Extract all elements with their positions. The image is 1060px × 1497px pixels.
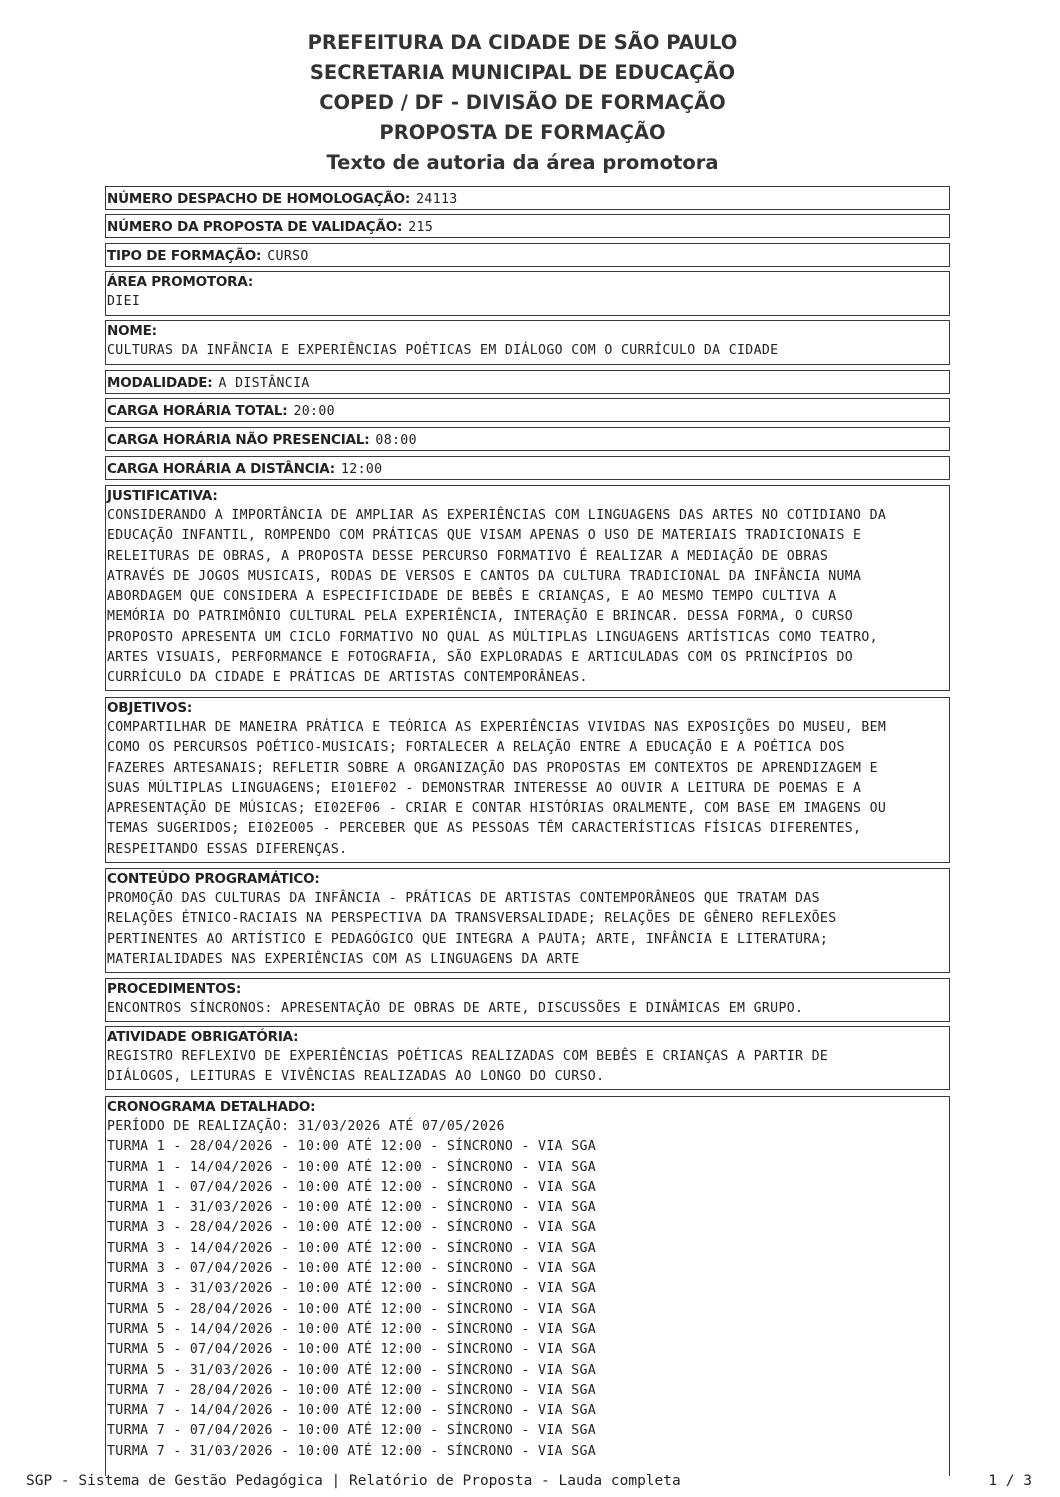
field-proposta-validacao (105, 214, 950, 238)
field-label: JUSTIFICATIVA: (107, 488, 218, 504)
text-line: RELEITURAS DE OBRAS, A PROPOSTA DESSE PERCURSO FORMATIVO É REALIZAR A MEDIAÇÃO DE OBRAS (107, 548, 829, 564)
field-label: TIPO DE FORMAÇÃO: (107, 248, 262, 264)
field-cronograma (105, 1096, 950, 1476)
text-line: FAZERES ARTESANAIS; REFLETIR SOBRE A ORGANIZAÇÃO DAS PROPOSTAS EM CONTEXTOS DE APRENDIZAGEM E (107, 760, 878, 776)
field-value: 08:00 (375, 433, 417, 448)
page-number: 1 / 3 (988, 1473, 1032, 1489)
field-carga-nao-presencial (105, 427, 950, 451)
field-objetivos (105, 697, 950, 863)
field-label: PROCEDIMENTOS: (107, 981, 242, 997)
cronograma-entry: TURMA 7 - 14/04/2026 - 10:00 ATÉ 12:00 - SÍNCRONO - VIA SGA (107, 1403, 597, 1419)
text-line: DIÁLOGOS, LEITURAS E VIVÊNCIAS REALIZADAS AO LONGO DO CURSO. (107, 1069, 605, 1085)
field-label: ÁREA PROMOTORA: (107, 274, 254, 290)
cronograma-entry: TURMA 3 - 14/04/2026 - 10:00 ATÉ 12:00 - SÍNCRONO - VIA SGA (107, 1240, 597, 1256)
field-label: CARGA HORÁRIA TOTAL: (107, 403, 288, 419)
cronograma-entry: TURMA 5 - 28/04/2026 - 10:00 ATÉ 12:00 - SÍNCRONO - VIA SGA (107, 1301, 597, 1317)
field-label: OBJETIVOS: (107, 700, 193, 716)
text-line: PERTINENTES AO ARTÍSTICO E PEDAGÓGICO QUE INTEGRA A PAUTA; ARTE, INFÂNCIA E LITERATURA; (107, 931, 829, 947)
field-value: 12:00 (341, 462, 383, 477)
header-prefeitura: PREFEITURA DA CIDADE DE SÃO PAULO (307, 31, 738, 54)
field-label: CARGA HORÁRIA NÃO PRESENCIAL: (107, 432, 370, 448)
text-line: ATRAVÉS DE JOGOS MUSICAIS, RODAS DE VERSOS E CANTOS DA CULTURA TRADICIONAL DA INFÂNCIA NUMA (107, 568, 862, 584)
text-line: ARTES VISUAIS, PERFORMANCE E FOTOGRAFIA, SÃO EXPLORADAS E ARTICULADAS COM OS PRINCÍPIOS DO (107, 650, 854, 666)
field-value: CULTURAS DA INFÂNCIA E EXPERIÊNCIAS POÉTICAS EM DIÁLOGO COM O CURRÍCULO DA CIDADE (107, 343, 779, 358)
text-line: PROPOSTO APRESENTA UM CICLO FORMATIVO NO QUAL AS MÚLTIPLAS LINGUAGENS ARTÍSTICAS COMO TEATRO, (107, 629, 878, 645)
text-line: REGISTRO REFLEXIVO DE EXPERIÊNCIAS POÉTICAS REALIZADAS COM BEBÊS E CRIANÇAS A PARTIR DE (107, 1049, 829, 1064)
field-justificativa (105, 485, 950, 691)
text-line: TEMAS SUGERIDOS; EI02EO05 - PERCEBER QUE AS PESSOAS TÊM CARACTERÍSTICAS FÍSICAS DIFERENTES, (107, 821, 862, 837)
field-label: ATIVIDADE OBRIGATÓRIA: (107, 1029, 299, 1045)
text-line: PROMOÇÃO DAS CULTURAS DA INFÂNCIA - PRÁTICAS DE ARTISTAS CONTEMPORÂNEOS QUE TRATAM DAS (107, 891, 820, 906)
text-line: RESPEITANDO ESSAS DIFERENÇAS. (107, 841, 348, 857)
cronograma-periodo: PERÍODO DE REALIZAÇÃO: 31/03/2026 ATÉ 07/05/2026 (107, 1119, 505, 1134)
cronograma-entry: TURMA 1 - 14/04/2026 - 10:00 ATÉ 12:00 - SÍNCRONO - VIA SGA (107, 1159, 597, 1175)
field-label: CRONOGRAMA DETALHADO: (107, 1099, 316, 1115)
field-area-promotora (105, 271, 950, 316)
field-label: MODALIDADE: (107, 375, 213, 391)
field-conteudo-programatico (105, 868, 950, 973)
document-header (0, 28, 1045, 178)
field-value: 215 (408, 220, 434, 235)
field-label: NÚMERO DESPACHO DE HOMOLOGAÇÃO: (107, 191, 411, 207)
text-line: MATERIALIDADES NAS EXPERIÊNCIAS COM AS LINGUAGENS DA ARTE (107, 951, 580, 967)
header-secretaria: SECRETARIA MUNICIPAL DE EDUCAÇÃO (309, 61, 736, 84)
cronograma-entry: TURMA 7 - 31/03/2026 - 10:00 ATÉ 12:00 - SÍNCRONO - VIA SGA (107, 1443, 597, 1459)
field-label: CONTEÚDO PROGRAMÁTICO: (107, 871, 320, 887)
header-autoria: Texto de autoria da área promotora (326, 151, 719, 174)
cronograma-entry: TURMA 7 - 07/04/2026 - 10:00 ATÉ 12:00 - SÍNCRONO - VIA SGA (107, 1423, 597, 1439)
field-nome (105, 320, 950, 365)
text-line: COMO OS PERCURSOS POÉTICO-MUSICAIS; FORTALECER A RELAÇÃO ENTRE A EDUCAÇÃO E A POÉTICA DOS (107, 740, 845, 756)
text-line: APRESENTAÇÃO DE MÚSICAS; EI02EF06 - CRIAR E CONTAR HISTÓRIAS ORALMENTE, COM BASE EM IMAGENS OU (107, 801, 887, 817)
header-divisao: COPED / DF - DIVISÃO DE FORMAÇÃO (319, 91, 726, 114)
field-carga-distancia (105, 456, 950, 480)
field-atividade-obrigatoria (105, 1026, 950, 1090)
cronograma-entry: TURMA 3 - 28/04/2026 - 10:00 ATÉ 12:00 - SÍNCRONO - VIA SGA (107, 1220, 597, 1236)
field-value: CURSO (267, 249, 309, 264)
field-label: NOME: (107, 323, 157, 339)
field-despacho (105, 186, 950, 210)
cronograma-entry: TURMA 7 - 28/04/2026 - 10:00 ATÉ 12:00 - SÍNCRONO - VIA SGA (107, 1382, 597, 1398)
text-line: SUAS MÚLTIPLAS LINGUAGENS; EI01EF02 - DEMONSTRAR INTERESSE AO OUVIR A LEITURA DE POEMAS E A (107, 780, 862, 796)
field-tipo-formacao (105, 243, 950, 267)
cronograma-entry: TURMA 3 - 31/03/2026 - 10:00 ATÉ 12:00 - SÍNCRONO - VIA SGA (107, 1281, 597, 1297)
cronograma-entry: TURMA 1 - 31/03/2026 - 10:00 ATÉ 12:00 - SÍNCRONO - VIA SGA (107, 1200, 597, 1216)
text-line: CURRÍCULO DA CIDADE E PRÁTICAS DE ARTISTAS CONTEMPORÂNEAS. (107, 670, 588, 686)
field-value: DIEI (107, 294, 141, 309)
text-line: COMPARTILHAR DE MANEIRA PRÁTICA E TEÓRICA AS EXPERIÊNCIAS VIVIDAS NAS EXPOSIÇÕES DO MUSEU, BEM (107, 720, 887, 735)
field-carga-total (105, 398, 950, 422)
field-value: 24113 (416, 192, 458, 207)
page-footer (0, 1473, 1060, 1497)
text-line: MEMÓRIA DO PATRIMÔNIO CULTURAL PELA EXPERIÊNCIA, INTERAÇÃO E BRINCAR. DESSA FORMA, O CURSO (107, 609, 854, 625)
cronograma-entry: TURMA 1 - 07/04/2026 - 10:00 ATÉ 12:00 - SÍNCRONO - VIA SGA (107, 1179, 597, 1195)
field-value: 20:00 (293, 404, 335, 419)
cronograma-entry: TURMA 5 - 31/03/2026 - 10:00 ATÉ 12:00 - SÍNCRONO - VIA SGA (107, 1362, 597, 1378)
cronograma-entry: TURMA 5 - 14/04/2026 - 10:00 ATÉ 12:00 - SÍNCRONO - VIA SGA (107, 1321, 597, 1337)
footer-system-title: SGP - Sistema de Gestão Pedagógica | Relatório de Proposta - Lauda completa (26, 1473, 681, 1489)
text-line: ABORDAGEM QUE CONSIDERA A ESPECIFICIDADE DE BEBÊS E CRIANÇAS, E AO MESMO TEMPO CULTIVA A (107, 589, 837, 605)
field-label: CARGA HORÁRIA A DISTÂNCIA: (107, 461, 335, 477)
cronograma-entry: TURMA 3 - 07/04/2026 - 10:00 ATÉ 12:00 - SÍNCRONO - VIA SGA (107, 1261, 597, 1277)
header-proposta: PROPOSTA DE FORMAÇÃO (379, 121, 666, 144)
field-procedimentos (105, 978, 950, 1022)
field-value: A DISTÂNCIA (218, 376, 310, 391)
field-modalidade (105, 370, 950, 394)
field-label: NÚMERO DA PROPOSTA DE VALIDAÇÃO: (107, 219, 403, 235)
text-line: ENCONTROS SÍNCRONOS: APRESENTAÇÃO DE OBRAS DE ARTE, DISCUSSÕES E DINÂMICAS EM GRUPO. (107, 1001, 804, 1016)
text-line: CONSIDERANDO A IMPORTÂNCIA DE AMPLIAR AS EXPERIÊNCIAS COM LINGUAGENS DAS ARTES NO COTIDIANO DA (107, 508, 887, 523)
text-line: EDUCAÇÃO INFANTIL, ROMPENDO COM PRÁTICAS QUE VISAM APENAS O USO DE MATERIAIS TRADICIONAIS E (107, 528, 862, 544)
cronograma-entry: TURMA 1 - 28/04/2026 - 10:00 ATÉ 12:00 - SÍNCRONO - VIA SGA (107, 1139, 597, 1155)
cronograma-entry: TURMA 5 - 07/04/2026 - 10:00 ATÉ 12:00 - SÍNCRONO - VIA SGA (107, 1342, 597, 1358)
text-line: RELAÇÕES ÉTNICO-RACIAIS NA PERSPECTIVA DA TRANSVERSALIDADE; RELAÇÕES DE GÊNERO REFLEXÕES (107, 911, 837, 927)
